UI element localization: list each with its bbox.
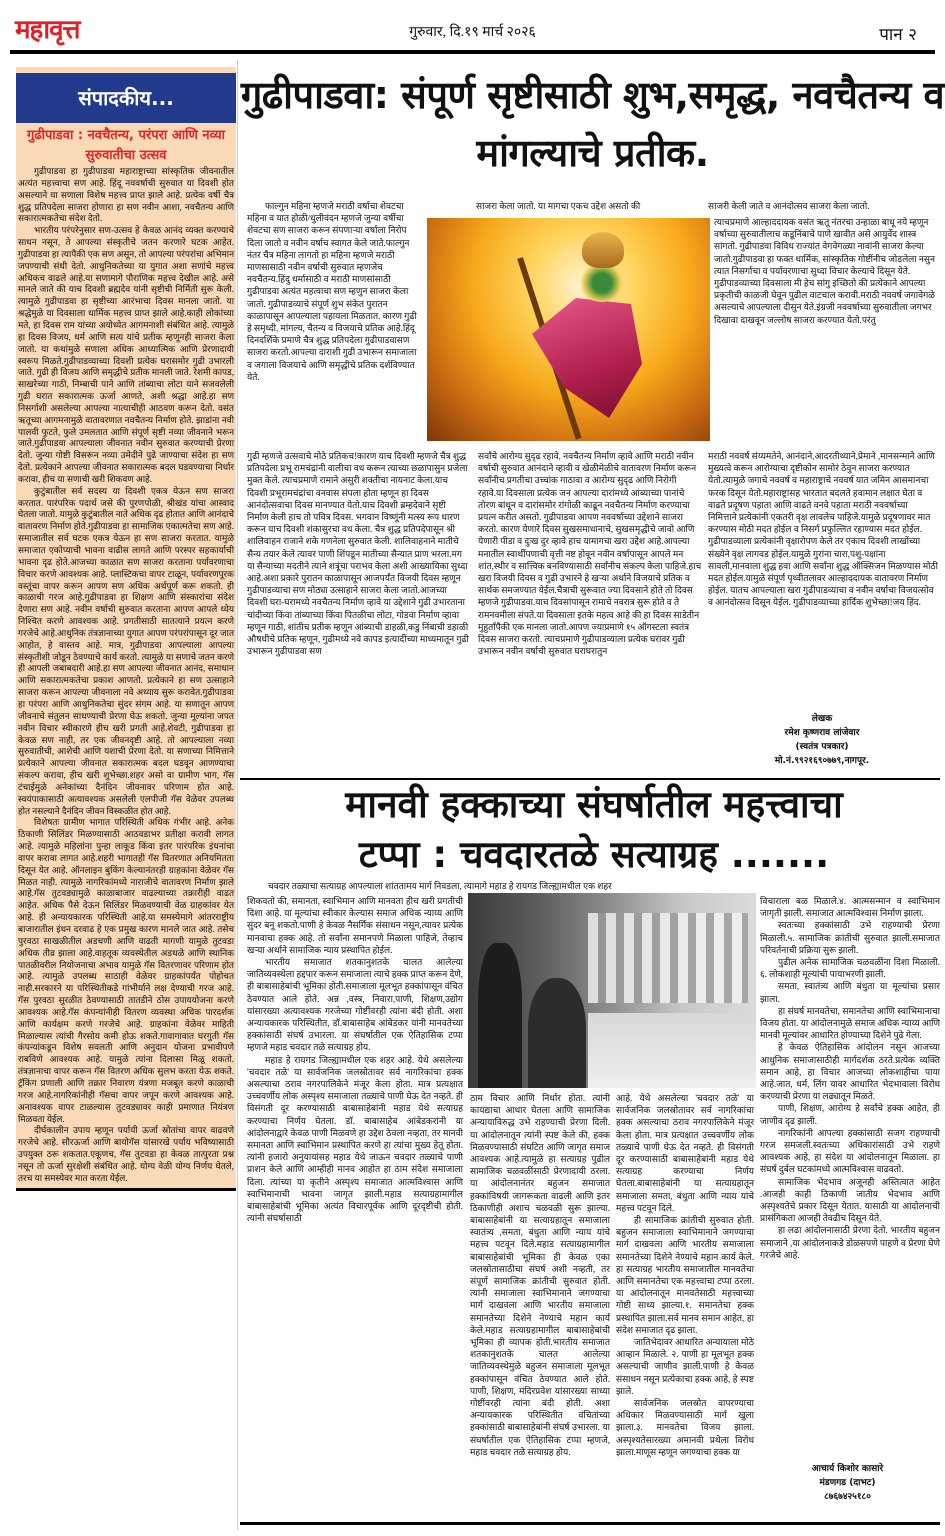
article2-paragraph: पुढील अनेक सामाजिक चळवळींना दिशा मिळाली. ६. लोकशाही मूल्यांची पायाभरणी झाली.	[760, 957, 940, 980]
masthead-rule	[10, 50, 935, 54]
article2-col1	[247, 895, 463, 1224]
article2-col3	[616, 1092, 754, 1458]
article1-col2-top	[476, 200, 704, 212]
article2-paragraph: जातिभेदावर आधारित अन्यायाला मोठे आव्हान मिळाले. २. पाणी हा मूलभूत हक्क असल्याची जाणीव झाली.पाणी हे केवळ संसाधन नसून प्रत्येकाचा हक्क आहे, हे स्पष्ट झाले.	[616, 1337, 754, 1396]
article2-paragraph: ही सामाजिक क्रांतीची सुरुवात होती. बहुजन समाजाला स्वाभिमानाने जगण्याचा मार्ग दाखवला आणि भारतीय समाजाला समानतेच्या दिशेने नेण्याचे महान कार्य केले. हा सत्याग्रह भारतीय समाजातील मानवतेचा आणि समानतेचा एक महत्त्वाचा टप्पा ठरला. या आंदोलनातून मानवतेसाठी महत्त्वाच्या गोष्टी साध्य झाल्या.१. समानतेचा हक्क प्रस्थापित झाला.सर्व मानव समान आहेत, हा संदेश समाजात दृढ झाला.	[616, 1215, 754, 1335]
article1-paragraph: फाल्गुन महिना म्हणजे मराठी वर्षाचा शेवटचा महिना व यात होळी/धुलीवंदन म्हणजे जुन्या वर्षीचा शेवटचा सण साजरा करून संपणाऱ्या वर्षाला निरोप दिला जातो व नवीन वर्षाच स्वागत केले जाते.फाल्गुन नंतर चैत्र महिना लागतो हा महिना म्हणजे मराठी माणसासाठी नवीन वर्षाची सुरुवात म्हणजेच नवचैतन्य.हिंदु धर्मासाठी व मराठी माणसांसाठी गुढीपाडवा अत्यंत महत्वाचा सण म्हणुन साजरा केला जातो. गुढीपाडव्याचे संपूर्ण शुभ संकेत पुरातन काळापासून आपल्याला पहायला मिळतात. कारण गुढी हे समृध्दी, मांगल्य, चैतन्य व विजयाचे प्रतिक आहे.हिंदू दिनदर्शिके प्रमाणे चैत्र शुद्ध प्रतिपदेला गुढीपाडवासण साजरा करतो.आपल्या दाराशी गुढी उभारून समाजाला व जगाला विजयाचे आणि समृद्धीचे प्रतिक दर्शविण्यात येते.	[247, 201, 417, 382]
chavdar-tale-satyagraha-photo	[468, 893, 756, 1088]
author-contact: ८७६७४२५१८०	[824, 1492, 871, 1502]
article2-paragraph: सार्वजनिक जलस्रोत वापरण्याचा अधिकार मिळवण्यासाठी मार्ग खुला झाला.३. मानवतेचा विजय झाला. अस्पृश्यतेसारख्या अमानवी प्रथेला विरोध झाला.माणूस म्हणून जगण्याचा हक्क या	[616, 1398, 754, 1457]
author-name: रमेश कृष्णराव लांजेवार	[784, 728, 860, 738]
article2-paragraph: चवदार तळ्याचा सत्याग्रह आपल्याला शांततामय मार्ग निवडला, त्यामागे महाड हे रायगड जिल्ह्यामधील एक शहर	[268, 881, 612, 891]
article1-paragraph: साजरा केला जातो. या मागचा एकच उद्देश असतो की	[476, 201, 641, 211]
article2-paragraph: सामाजिक भेदभाव अजूनही अस्तित्वात आहेत .आजही काही ठिकाणी जातीय भेदभाव आणि अस्पृश्यतेचे प्रकार दिसून येतात. यासाठी या आंदोलनाची प्रासंगिकता आजही तेवढीच दिसून येते.	[760, 1176, 940, 1224]
article2-intro	[250, 880, 940, 892]
article2-paragraph: भारतीय समाजात शतकानुशतके चालत आलेल्या जातिव्यवस्थेला हद्दपार करून समाजाला त्याचे हक्क प्राप्त करून देणे, ही बाबासाहेबांची भूमिका होती.समाजाला मूलभूत हक्कांपासून वंचित ठेवण्यात आले होते. अन्न ,वस्त्र, निवारा,पाणी, शिक्षण,उद्योग यांसारख्या अत्यावश्यक गरजेच्या गोष्टींवरही त्यांना बंदी होती. अशा अन्यायकारक परिस्थितीत, डॉ.बाबासाहेब आंबेडकर यांनी मानवतेच्या हक्कांसाठी संघर्ष उभारला. या संघर्षातील एक ऐतिहासिक टप्पा म्हणजे महाड चवदार तळे सत्याग्रह होय.	[247, 957, 463, 1053]
article1-paragraph: सर्वांचे आरोग्य सुदृढ रहावे, नवचैतन्य निर्माण व्हावे आणि मराठी नवीन वर्षाची सुरुवात आनंदाने व्हावी व खेळीमेळीचे वातावरण निर्माण करून सर्वांनीच प्रगतीचा उच्चांक गाठावा व आरोग्य सुदृढ आणि निरोगी रहावे.या दिवसाला प्रत्येक जन आपल्या दारांमध्ये आंब्याच्या पानांचे तोरण बांधून व दारांसमोर रांगोळी काढून नवचैतन्य निर्माण करण्याचा प्रयत्न करीत असतो. गुढीपाडवा आपण नववर्षाच्या उद्देशाने साजरा करतो. कारण येणारे दिवस सुखसमाधानाचे, सुखसमृद्धीचे जावो आणि येणारी पीडा व दुःख दुर व्हावे हाच यामागचा खरा उद्देश आहे.आपल्या मनातील स्वार्थीपणाची वृत्ती नष्ट होवून नवीन वर्षापासून आपले मन शांत,स्थीर व सात्त्विक बनविण्यासाठी सर्वांनीच संकल्प केला पाहिजे.हाच खरा विजयी दिवस व गुढी उभारने हे खऱ्या अर्थाने विजयाचे प्रतिक व सार्थक समजण्यात येईल.चैत्राची सुरूवात ज्या दिवसाने होते तो दिवस म्हणजे गुढीपाडवा.याच दिवसांपासून रामाचे नवरात्र सुरू होते व ते रामनवमीला संपते.या दिवसाला इतके महत्व आहे की हा दिवस साडेतीन मुहुर्तांपैकी एक मानला जातो.आपण ज्याप्रमाणे १५ ऑगस्टला स्वतंत्र दिवस साजरा करतो. त्याचप्रमाणे गुढीपाडव्याला प्रत्येक घरावर गुढी उभारून नवीन वर्षाची सुरुवात घराघरातुन	[478, 451, 702, 657]
article1-byline	[708, 712, 936, 768]
article1-paragraph: मराठी नववर्ष संय्यमतेने, आनंदाने,आदरतीथ्याने,प्रेमाने ,मानसन्माने आणि मुख्यत्वे करून आरोग्याचा दृष्टीकोन सामोरं ठेवुन साजरा करण्यात येतो.त्यामुळे जगाचे नववर्ष व महाराष्ट्राचे नववर्ष यात जमिन आसमानचा फरक दिसून येतो.महाराष्ट्रासह भारतात बदलते हवामान लक्षात घेता व वाढते प्रदूषण पहाता आणि वाढते वनवे पहाता मराठी नववर्षाच्या निमित्ताने प्रत्येकांनी एकतरी वृक्ष लावलेच पाहिजे.यामुळे प्रदूषणावर मात करण्यास मोठी मदत होईल व निसर्ग प्रफुल्लित रहाण्यास मदत होईल. गुढीपाडव्याला प्रत्येकांनी वृक्षारोपण केले तर एकाच दिवशी लाखोंच्या संख्येने वृक्ष लागवड होईल.यामुळे गुरांना चारा,पशु-पक्षांना सावली,मानवाला शुद्ध हवा आणि सर्वांना शुद्ध ऑक्सिजन मिळण्यास मोठी मदत होईल.यामुळे संपूर्ण पृथ्वीतलावर आल्हाददायक वातावरण निर्माण होईल. यातच आपल्याला खरा गुढीपाडव्याचा व नवीन वर्षाचा विजयत्सोव व आनंदोत्सव दिसून येईल. गुढीपाडव्याच्या हार्दिक शुभेच्छा!जय हिंद.	[708, 451, 938, 608]
dateline: गुरुवार, दि.१९ मार्च २०२६	[409, 25, 536, 40]
editorial-banner: संपादकीय...	[16, 73, 236, 123]
editorial-body	[16, 166, 236, 1185]
article2-paragraph: स्वतःच्या हक्कांसाठी उभे राहण्याची प्रेरणा मिळाली.५. सामाजिक क्रांतीची सुरुवात झाली.समाजात परिवर्तनाची प्रक्रिया सुरू झाली.	[760, 920, 940, 955]
article1-col2-bottom	[478, 450, 704, 657]
author-name: आचार्य किशोर कासारे	[811, 1464, 884, 1474]
editorial-paragraph: कुटुंबातील सर्व सदस्य या दिवशी एकत्र येऊन सण साजरा करतात. पारंपरिक पदार्थ जसे की पुरणपोळी, श्रीखंड यांचा आस्वाद घेतला जातो. यामुळे कुटुंबातील नाते अधिक दृढ होतात आणि आनंदाचे वातावरण निर्माण होते.गुढीपाडवा हा सामाजिक एकात्मतेचा सण आहे. समाजातील सर्व घटक एकत्र येऊन हा सण साजरा करतात. यामुळे समाजात एकोप्याची भावना वाढीस लागते आणि परस्पर सहकार्याची भावना दृढ होते.आजच्या काळात सण साजरा करताना पर्यावरणाचा विचार करणे आवश्यक आहे. प्लास्टिकचा वापर टाळून, पर्यावरणपूरक वस्तूंचा वापर करून आपण सण अधिक अर्थपूर्ण करू शकतो. ही काळाची गरज आहे.गुढीपाडवा हा शिक्षण आणि संस्कारांचा संदेश देणारा सण आहे. नवीन वर्षाची सुरुवात करताना आपण आपले ध्येय निश्चित करणे आवश्यक आहे. प्रगतीसाठी सातत्याने प्रयत्न करणे गरजेचे आहे.आधुनिक तंत्रज्ञानाच्या युगात आपण परंपरांपासून दूर जात आहोत, हे वास्तव आहे. मात्र, गुढीपाडवा आपल्याला आपल्या संस्कृतीशी जोडून ठेवण्याचे कार्य करतो. त्यामुळे या सणाचे जतन करणे ही आपली जबाबदारी आहे.हा सण आपल्या जीवनात आनंद, समाधान आणि सकारात्मकतेचा प्रकाश आणतो. प्रत्येकाने हा सण उत्साहाने साजरा करून आपल्या जीवनाला नवे अध्याय सुरू करावेत.गुढीपाडवा हा परंपरा आणि आधुनिकतेचा सुंदर संगम आहे. या सणातून आपण जीवनाचे संतुलन साधण्याची प्रेरणा घेऊ शकतो. जुन्या मूल्यांना जपत नवीन विचार स्वीकारणे हीच खरी प्रगती आहे.शेवटी, गुढीपाडवा हा केवळ सण नाही, तर एक जीवनदृष्टी आहे. तो आपल्याला नव्या सुरुवातीची, आशेची आणि यशाची प्रेरणा देतो. या सणाच्या निमित्ताने प्रत्येकाने आपल्या जीवनात सकारात्मक बदल घडवून आणण्याचा संकल्प करावा, हीच खरी शुभेच्छा.शहर असो वा ग्रामीण भाग, गॅस टंचाईमुळे अनेकांच्या दैनंदिन जीवनावर परिणाम होत आहे. स्वयंपाकासाठी अत्यावश्यक असलेली एलपीजी गॅस वेळेवर उपलब्ध होत नसल्याने दैनंदिन जीवन विस्कळीत होत आहे.	[18, 485, 234, 816]
page-bottom-rule	[240, 1522, 940, 1525]
article2-paragraph: हा लढा आंदोलनासाठी प्रेरणा देतो. भारतीय बहुजन समाजाने ,या आंदोलनाकडे डोळसपणे पाहणे व प्रेरणा घेणे गरजेचे आहे.	[760, 1225, 940, 1260]
article1-col3-side	[714, 216, 938, 326]
gudi-padwa-photo	[427, 218, 710, 441]
article1-paragraph: साजरी केली जाते व आनंदोत्सव साजरा केला जातो.	[708, 201, 870, 211]
article2-paragraph: हा संघर्ष मानवतेचा, समानतेचा आणि स्वाभिमानाचा विजय होता. या आंदोलनामुळे समाज अधिक न्याय्य आणि मानवी मूल्यांवर आधारित होण्याच्या दिशेने पुढे गेला.	[760, 1005, 940, 1041]
article2-headline-line1: मानवी हक्काच्या संघर्षातील महत्त्वाचा	[345, 783, 843, 826]
article2-col2	[470, 1092, 610, 1458]
article2-headline-line2: टप्पा : चवदारतळे सत्याग्रह .......	[358, 833, 830, 876]
article1-paragraph: त्याचप्रमाणे आल्हाददायक वसंत ऋतू नंतरचा उन्हाळा बाधू नये म्हणून वर्षाच्या सुरुवातीलाच कडूनिंबाचे पाणे खावीत असे आयुर्वेद शास्त्र सांगतो. गुढीपाडवा विविध राज्यांत वेगवेगळ्या नावांनी साजरा केल्या जातो.गुढीपाडवा हा फक्त धार्मिक, सांस्कृतिक गोष्टींनीच जोडलेला नसुन त्यात निसर्गाचा व पर्यावरणाचा सुध्दा विचार केल्याचे दिसून येते. गुढीपाडव्याच्या दिवसाला मी हेच सांगु इच्छितो की प्रत्येकाने आपल्या प्रकृतीची काळजी घेवून पुढील वाटचाल करावी.मराठी नववर्ष जगावेगळे असल्याचे आपल्याला दीसुन येते.इंग्रजी नववर्षाच्या सुरुवातीला जगभर दिखावा दाखवून जल्लोष साजरा करण्यात येतो.परंतु	[714, 217, 935, 325]
article2-paragraph: ठाम विचार आणि निर्धार होता. त्यांनी कायद्याचा आधार घेतला आणि सामाजिक अन्यायाविरुद्ध उभे राहण्याची प्रेरणा दिली. या आंदोलनातून त्यांनी स्पष्ट केले की, हक्क मिळवण्यासाठी संघटित आणि जागृत समाज आवश्यक आहे.त्यामुळे हा सत्याग्रह पुढील सामाजिक चळवळींसाठी प्रेरणादायी ठरला. या आंदोलनानंतर बहुजन समाजात हक्कांविषयी जागरूकता वाढली आणि इतर ठिकाणीही अशाच चळवळी सुरू झाल्या. बाबासाहेबांनी या सत्याग्रहातून समाजाला स्वातंत्र्य ,समता, बंधुता आणि न्याय यांचे महत्त्व पटवून दिले.महाड सत्याग्रहामागील बाबासाहेबांची भूमिका ही केवळ एका जलस्रोतासाठीचा संघर्ष अशी नव्हती, तर संपूर्ण सामाजिक क्रांतीची सुरुवात होती. त्यांनी समाजाला स्वाभिमानाने जगण्याचा मार्ग दाखवला आणि भारतीय समाजाला समानतेच्या दिशेने नेण्याचे महान कार्य केले.महाड सत्याग्रहामागील बाबासाहेबांची भूमिका ही व्यापक होती.भारतीय समाजात शतकानुशतके चालत आलेल्या जातिव्यवस्थेमुळे बहुजन समाजाला मूलभूत हक्कांपासून वंचित ठेवण्यात आले होते. पाणी, शिक्षण, मंदिरप्रवेश यांसारख्या साध्या गोष्टींवरही त्यांना बंदी होती. अशा अन्यायकारक परिस्थितीत वंचितांच्या हक्कांसाठी बाबासाहेबांनी संघर्ष उभारला. या संघर्षातील एक ऐतिहासिक टप्पा म्हणजे, महाड चवदार तळे सत्याग्रह होय.	[470, 1093, 610, 1457]
editorial-paragraph: विशेषतः ग्रामीण भागात परिस्थिती अधिक गंभीर आहे. अनेक ठिकाणी सिलिंडर मिळण्यासाठी आठवडाभर प्रतीक्षा करावी लागत आहे. त्यामुळे महिलांना पुन्हा लाकूड किंवा इतर पारंपरिक इंधनांचा वापर करावा लागत आहे.शहरी भागातही गॅस वितरणात अनियमितता दिसून येत आहे. ऑनलाइन बुकिंग केल्यानंतरही ग्राहकांना वेळेवर गॅस मिळत नाही. त्यामुळे नागरिकांमध्ये नाराजीचे वातावरण निर्माण झाले आहे.गॅस तुटवड्यामुळे काळाबाजार वाढल्याच्या तक्रारीही वाढत आहेत. अधिक पैसे देऊन सिलिंडर मिळवण्याची वेळ ग्राहकांवर येत आहे. ही अन्यायकारक परिस्थिती आहे.या समस्येमागे आंतरराष्ट्रीय बाजारातील इंधन दरवाढ हे एक प्रमुख कारण मानले जात आहे. तसेच पुरवठा साखळीतील अडचणी आणि वाढती मागणी यामुळे तुटवडा अधिक तीव्र झाला आहे.वाहतूक व्यवस्थेतील अडथळे आणि स्थानिक पातळीवरील नियोजनाचा अभाव यामुळे गॅस वितरणावर परिणाम होत आहे. त्यामुळे उपलब्ध साठाही वेळेवर ग्राहकांपर्यंत पोहोचत नाही.सरकारने या परिस्थितीकडे गांभीर्याने लक्ष देण्याची गरज आहे. गॅस पुरवठा सुरळीत ठेवण्यासाठी तातडीने ठोस उपाययोजना करणे आवश्यक आहे.गॅस कंपन्यांनीही वितरण व्यवस्था अधिक पारदर्शक आणि कार्यक्षम करणे गरजेचे आहे. ग्राहकांना वेळेवर माहिती मिळाल्यास त्यांची गैरसोय कमी होऊ शकते.गावागावात घरगुती गॅस कंपन्यांकडून विशेष सवलती आणि अनुदान योजना प्रभावीपणे राबविणे आवश्यक आहे. यामुळे त्यांना दिलासा मिळू शकतो. तंत्रज्ञानाचा वापर करून गॅस वितरण अधिक सुलभ करता येऊ शकते. ट्रॅकिंग प्रणाली आणि तक्रार निवारण यंत्रणा मजबूत करणे काळाची गरज आहे.नागरिकांनीही गॅसचा वापर जपून करणे आवश्यक आहे. अनावश्यक वापर टाळल्यास तुटवड्यावर काही प्रमाणात नियंत्रण मिळवता येईल.	[18, 817, 234, 1124]
byline-label: लेखक	[811, 714, 833, 724]
editorial-paragraph: गुढीपाडवा हा गुढीपाडवा महाराष्ट्राच्या सांस्कृतिक जीवनातील अत्यंत महत्त्वाचा सण आहे. हिंदू नववर्षाची सुरुवात या दिवशी होत असल्याने या सणाला विशेष महत्त्व प्राप्त झाले आहे. प्रत्येक वर्षी चैत्र शुद्ध प्रतिपदेला साजरा होणारा हा सण नवीन आशा, नवचैतन्य आणि सकारात्मकतेचा संदेश देतो.	[18, 166, 234, 224]
article2-col4	[760, 895, 940, 1261]
gudi-cloth	[532, 298, 642, 418]
editorial-paragraph: दीर्घकालीन उपाय म्हणून पर्यायी ऊर्जा स्रोतांचा वापर वाढवणे गरजेचे आहे. सौरऊर्जा आणि बायोगॅस यांसारखे पर्याय भविष्यासाठी उपयुक्त ठरू शकतात.एकूणच, गॅस तुटवडा हा केवळ तात्पुरता प्रश्न नसून तो ऊर्जा सुरक्षेशी संबंधित आहे. योग्य वेळी योग्य निर्णय घेतले, तरच या समस्येवर मात करता येईल.	[18, 1125, 234, 1183]
article2-paragraph: शिकवतो की, समानता, स्वाभिमान आणि मानवता हीच खरी प्रगतीची दिशा आहे. या मूल्यांचा स्वीकार केल्यास समाज अधिक न्याय्य आणि सुंदर बनू शकतो.पाणी हे केवळ नैसर्गिक संसाधन नसून,त्यावर प्रत्येक मानवाचा हक्क आहे. तो सर्वांना समानपणे मिळाला पाहिजे, तेव्हाच खऱ्या अर्थाने सामाजिक न्याय प्रस्थापित होईल.	[247, 896, 463, 955]
author-place: मंडणगड (दाभट)	[819, 1478, 876, 1488]
article1-col1-top	[247, 200, 423, 383]
article2-paragraph: महाड हे रायगड जिल्ह्यामधील एक शहर आहे. येथे असलेल्या 'चवदार तळे' या सार्वजनिक जलस्रोतावर सर्व नागरिकांचा हक्क असल्याचा ठराव नगरपालिकेने मंजूर केला होता. मात्र प्रत्यक्षात उच्चवर्णीय लोक अस्पृश्य समाजाला तळ्याचे पाणी घेऊ देत नव्हते. ही विसंगती दूर करण्यासाठी बाबासाहेबांनी महाड येथे सत्याग्रह करण्याचा निर्णय घेतला. डॉ. बाबासाहेब आंबेडकरांनी या आंदोलनाद्वारे केवळ पाणी मिळवणे हा उद्देश ठेवला नव्हता, तर मानवी समानता आणि स्वाभिमान प्रस्थापित करणे हा त्यांचा मुख्य हेतू होता. त्यांनी हजारो अनुयायांसह महाड येथे जाऊन चवदार तळ्याचे पाणी प्राशन केले आणि आम्हीही मानव आहोत हा ठाम संदेश समाजाला दिला. त्यांच्या या कृतीने अस्पृश्य समाजात आत्मविश्वास आणि स्वाभिमानाची भावना जागृत झाली.महाड सत्याग्रहामागील बाबासाहेबांची भूमिका अत्यंत विचारपूर्वक आणि दूरदृष्टीची होती. त्यांनी संघर्षासाठी	[247, 1054, 463, 1224]
article2-paragraph: समता, स्वातंत्र्य आणि बंधुता या मूल्यांचा प्रसार झाला.	[760, 981, 940, 1004]
editorial-sidebar	[16, 67, 236, 1191]
masthead	[10, 14, 935, 48]
article2-headline	[244, 780, 944, 880]
column-divider	[237, 60, 238, 1530]
article1-col3-top	[708, 200, 938, 212]
article1-paragraph: गुढी म्हणजे उत्सवाचे मोठे प्रतिकच!कारण याच दिवशी म्हणजे चैत्र शुद्ध प्रतिपदेला प्रभू रामचंद्रांनी वालीचा वध करून त्याच्या छळापासुन प्रजेला मुक्त केले. त्याचप्रमाणे रामाने असुरी शक्तीचा नायनाट केला.याच दिवशी प्रभूरामचंद्रांचा वनवास संपला होता म्हणून हा दिवस आनंदोत्सवाचा दिवस मानण्यात येतो.याच दिवशी ब्रम्हदेवाने सृष्टी निर्माण केली हाच तो पवित्र दिवस. भगवान विष्णूंनी मत्स्य रूप धारण करून याच दिवशी शंकासुरचा वध केला. चैत्र शुद्ध प्रतिपदेपासून श्री शालिवाहन राजाने शके गणनेला सुरुवात केली. शालिवाहनाने मातीचे सैन्य तयार केले त्यावर पाणी शिंपडून मातीच्या सैन्यात प्राण भरला.मग या सैन्याच्या मदतीने त्याने शत्रूंचा पराभव केला अशी आख्यायिका सुध्दा आहे.अशा प्रकारे पुरातन काळापासून आजपर्यंत विजयी दिवस म्हणून गुढीपाडव्याचा सण मोठ्या उत्साहाने साजरा केला जातो.आजच्या दिवशी घरा-घरामध्ये नवचैतन्य निर्माण व्हावे या उद्देशाने गुढी उभारताना चांदीच्या किंवा तांब्याच्या किंवा पितळीचा लोटा, गोडवा निर्माण व्हावा म्हणून गाठी, शांतीच प्रतीक म्हणून आंब्याची डाहळी,कडु निंबाची डहाळी औषधीचे प्रतिक म्हणून, गुढीमध्ये नवे कापड इत्यादींच्या माध्यमातून गुढी उभारून गुढीपाडवा सण	[247, 451, 469, 657]
gudi-kalash	[582, 232, 624, 268]
article2-paragraph: हे केवळ ऐतिहासिक आंदोलन नसून आजच्या आधुनिक समाजासाठीही मार्गदर्शक ठरते.प्रत्येक व्यक्ति समान आहे, हा विचार आजच्या लोकशाहीचा पाया आहे.जात, धर्म, लिंग यावर आधारित भेदभावाला विरोध करण्याची प्रेरणा या लढ्यातून मिळते.	[760, 1042, 940, 1102]
author-role: (स्वतंत्र पत्रकार)	[795, 742, 849, 752]
article2-paragraph: नागरिकांनी आपल्या हक्कांसाठी सजग राहण्याची गरज समजली.स्वतःच्या अधिकारांसाठी उभे राहणे आवश्यक आहे, हा संदेश या आंदोलनातून मिळाला. हा संघर्ष दुर्बल घटकांमध्ये आत्मविश्वास वाढवतो.	[760, 1127, 940, 1175]
article2-paragraph: पाणी, शिक्षण, आरोग्य हे सर्वांचे हक्क आहेत, ही जाणीव दृढ झाली.	[760, 1103, 940, 1126]
page-number: पान २	[879, 25, 917, 45]
photo-figure	[478, 943, 522, 1088]
photo-crowd	[588, 913, 748, 1003]
article2-byline	[755, 1462, 940, 1504]
author-contact: मो.नं.९९२१६९०७७९,नागपूर.	[774, 756, 870, 766]
newspaper-logo: महावृत्त	[15, 15, 80, 45]
article2-paragraph: आहे. येथे असलेल्या 'चवदार तळे' या सार्वजनिक जलस्रोतावर सर्व नागरिकांचा हक्क असल्याचा ठराव नगरपालिकेने मंजूर केला होता. मात्र प्रत्यक्षात उच्चवर्णीय लोक तळ्याचे पाणी घेऊ देत नव्हते. ही विसंगती दूर करण्यासाठी बाबासाहेबांनी महाड येथे सत्याग्रह करण्याचा निर्णय घेतला.बाबासाहेबांनी या सत्याग्रहातून समाजाला समता, बंधुता आणि न्याय यांचे महत्त्व पटवून दिले.	[616, 1093, 754, 1213]
editorial-paragraph: भारतीय परंपरेनुसार सण-उत्सव हे केवळ आनंद व्यक्त करण्याचे साधन नसून, ते आपल्या संस्कृतीचे जतन करणारे घटक आहेत. गुढीपाडवा हा त्यापैकी एक सण असून, तो आपल्या परंपरांचा अभिमान जपण्याची संधी देतो. आधुनिकतेच्या या युगात अशा सणांचे महत्त्व अधिकच वाढले आहे.या सणामागे पौराणिक महत्त्व देखील आहे. असे मानले जाते की याच दिवशी ब्रह्मदेव यांनी सृष्टीची निर्मिती सुरू केली. त्यामुळे गुढीपाडवा हा सृष्टीच्या आरंभाचा दिवस मानला जातो. या श्रद्धेमुळे या दिवसाला धार्मिक महत्त्व प्राप्त झाले आहे.काही लोकांच्या मते, हा दिवस राम यांच्या अयोध्येत आगमनाशी संबंधित आहे. त्यामुळे हा दिवस विजय, धर्म आणि सत्य यांचे प्रतीक म्हणूनही साजरा केला जातो. या कथांमुळे सणाला अधिक आध्यात्मिक आणि प्रेरणादायी स्वरूप मिळते.गुढीपाडव्याच्या दिवशी प्रत्येक घरासमोर गुढी उभारली जाते. गुढी ही विजय आणि समृद्धीचे प्रतीक मानली जाते. रेशमी कापड, साखरेच्या गाठी, निम्बाची पाने आणि तांब्याचा लोटा याने सजवलेली गुढी घरात सकारात्मक ऊर्जा आणते, अशी श्रद्धा आहे.हा सण निसर्गाशी असलेल्या आपल्या नात्याचीही आठवण करून देतो. वसंत ऋतूच्या आगमनामुळे वातावरणात नवचैतन्य निर्माण होते. झाडांना नवी पालवी फुटते, फुले उमलतात आणि संपूर्ण सृष्टी नव्या जीवनाने भरून जाते.गुढीपाडवा आपल्याला जीवनात नवीन सुरुवात करण्याची प्रेरणा देतो. जुन्या गोष्टी विसरून नव्या उमेदीने पुढे जाण्याचा संदेश हा सण देतो. प्रत्येकाने आपल्या जीवनात सकारात्मक बदल घडवण्याचा निर्धार करावा, हीच या सणाची खरी शिकवण आहे.	[18, 225, 234, 484]
photo-figure	[528, 978, 586, 1088]
article1-col3-bottom	[708, 450, 938, 609]
gudi-garland	[577, 264, 627, 302]
article1-col1-bottom	[247, 450, 469, 657]
article1-headline: गुढीपाडवा: संपूर्ण सृष्टीसाठी शुभ,समृद्ध, नवचैतन्य व मांगल्याचे प्रतीक.	[240, 73, 945, 175]
article2-paragraph: विचाराला बळ मिळाले.४. आत्मसन्मान व स्वाभिमान जागृती झाली. समाजात आत्मविश्वास निर्माण झाला.	[760, 896, 940, 919]
photo-water	[588, 1013, 756, 1088]
editorial-headline: गुढीपाडवा : नवचैतन्य, परंपरा आणि नव्या सुरुवातीचा उत्सव	[27, 128, 225, 163]
